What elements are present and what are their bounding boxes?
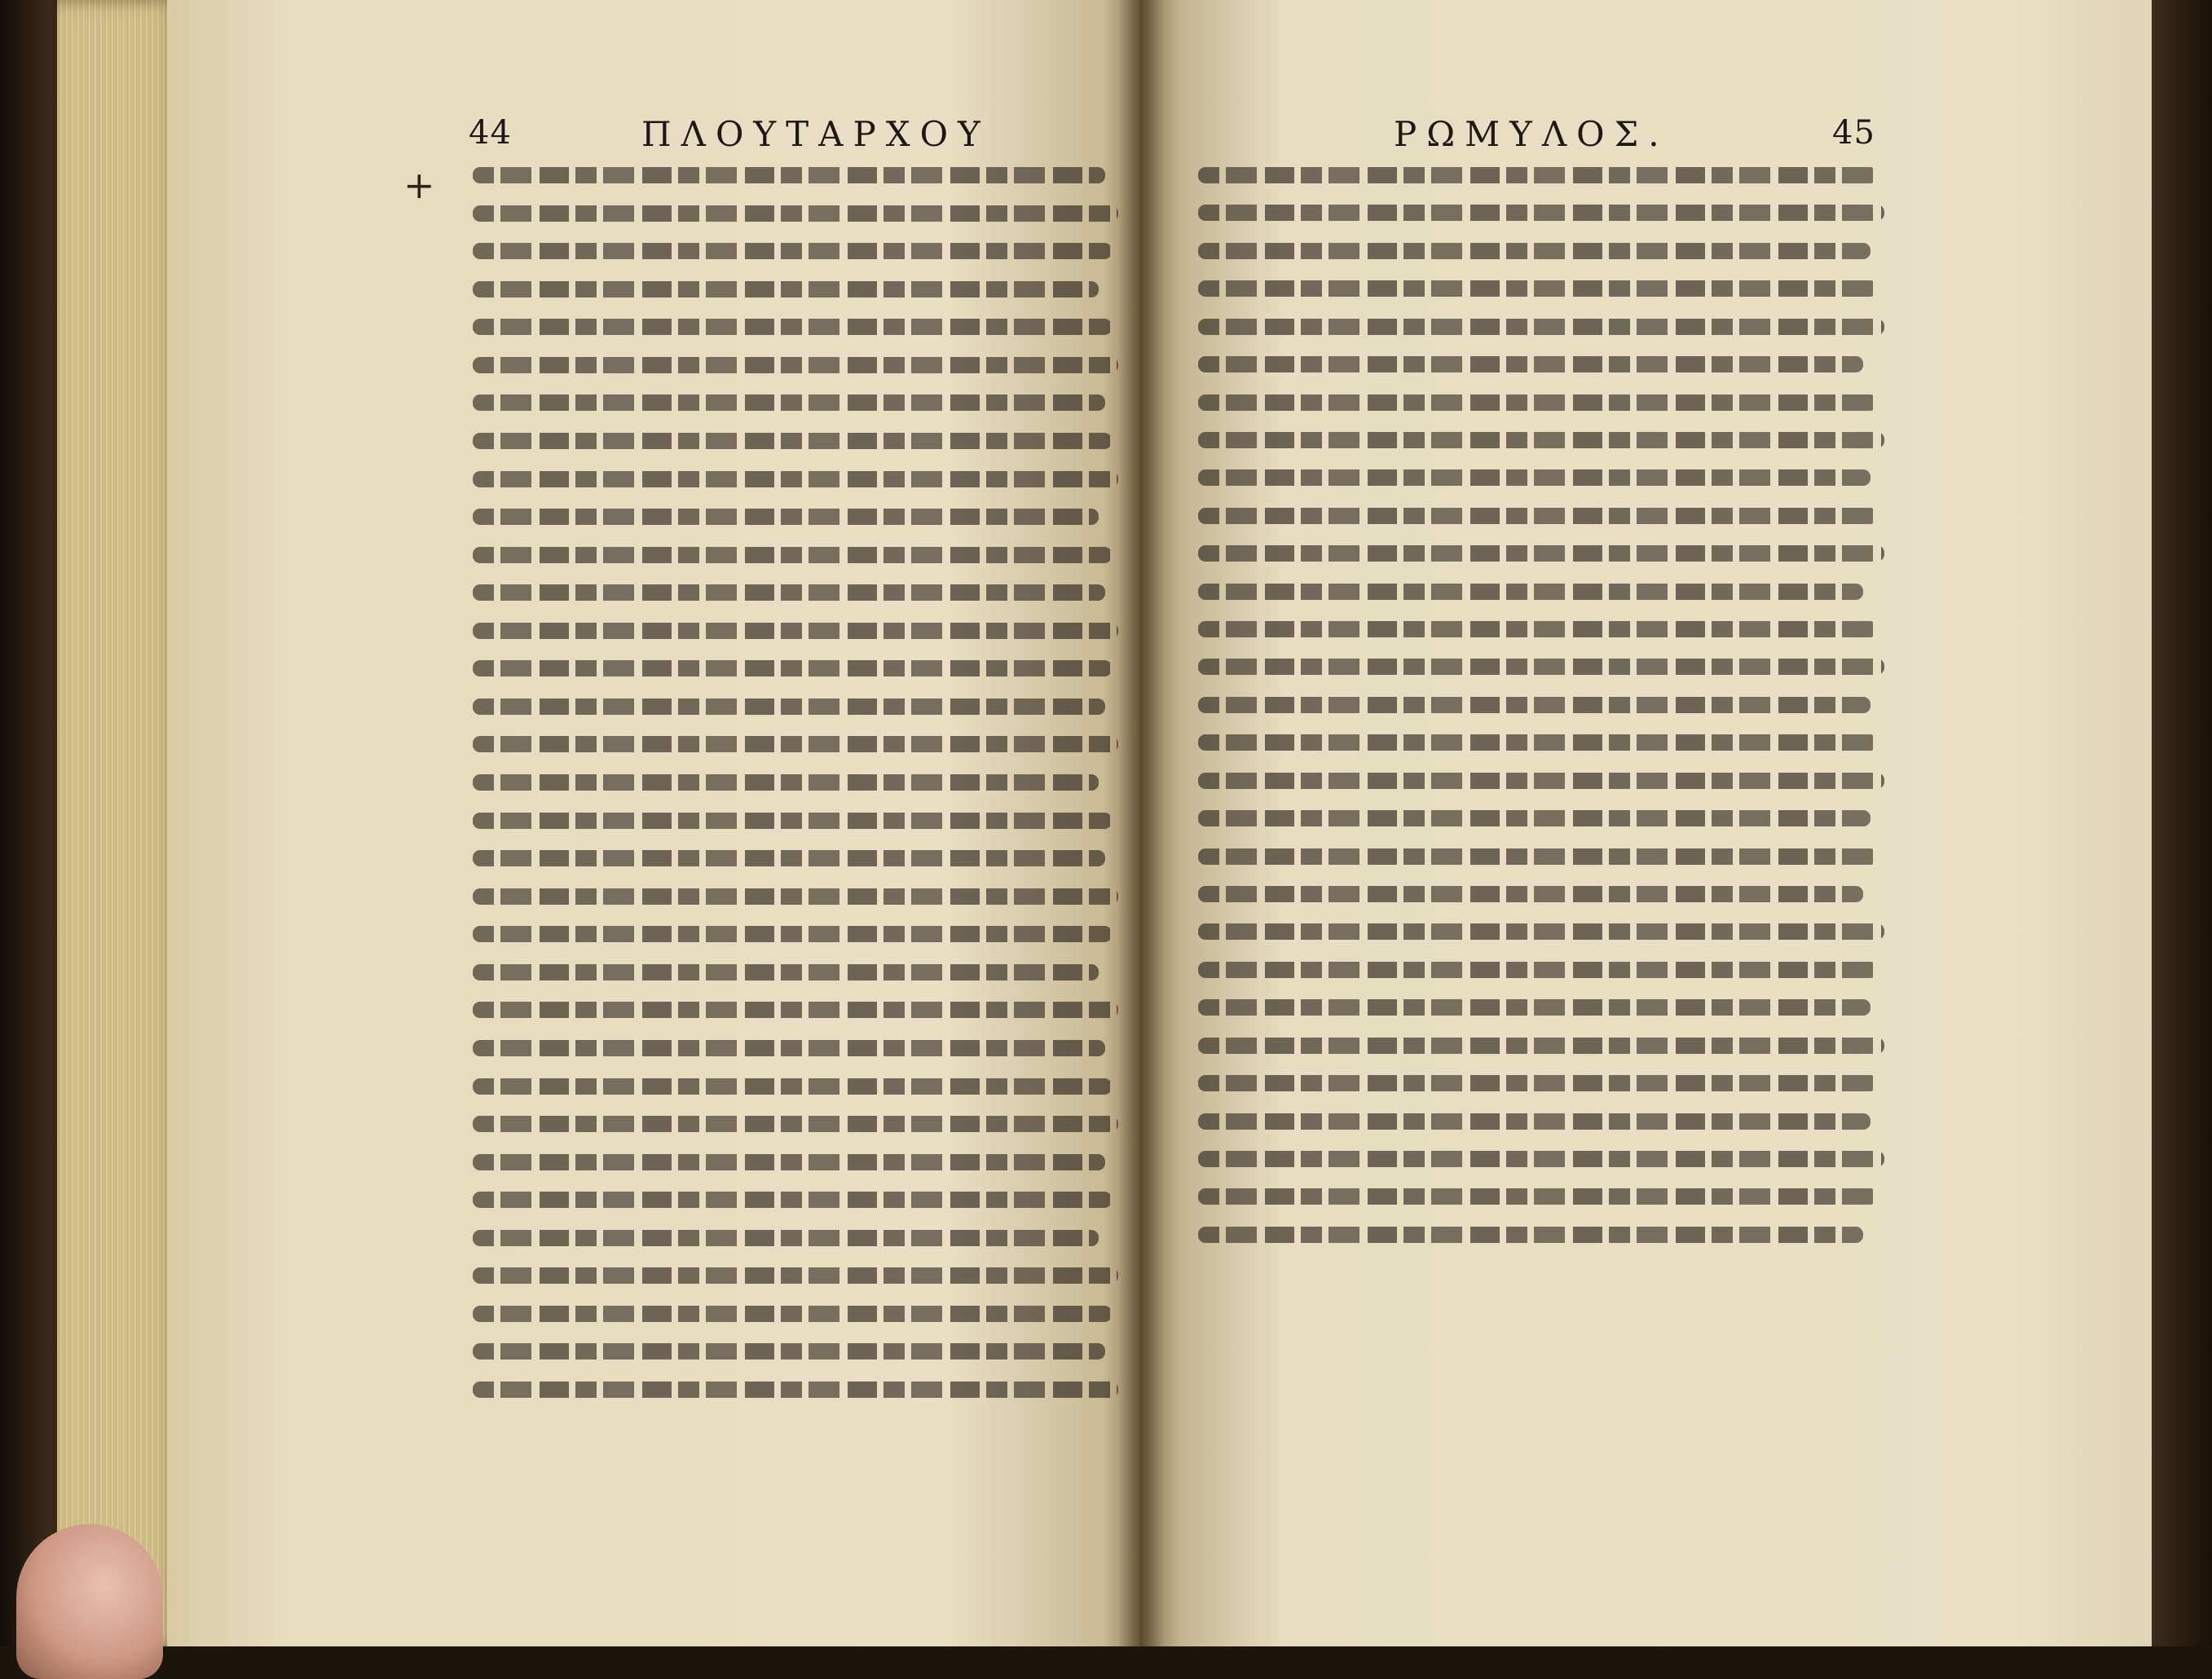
text-line [473,547,1112,563]
page-edges [57,0,179,1646]
text-line [473,319,1112,335]
text-line [473,1230,1099,1246]
text-line [1198,469,1871,486]
text-line [1198,659,1884,675]
text-line [473,281,1099,297]
right-running-head: ΡΩΜΥΛΟΣ. [1394,114,1669,154]
text-line [473,167,1105,183]
left-running-head: ΠΛΟΥΤΑΡΧΟΥ [641,114,990,154]
right-shadow [2152,0,2212,1646]
text-line [473,1267,1118,1284]
text-line [1198,432,1884,448]
text-line [473,623,1118,639]
text-line [473,509,1099,525]
text-line [473,1002,1118,1018]
text-line [473,584,1105,601]
text-line [1198,621,1877,637]
text-line [473,964,1099,981]
text-line [1198,356,1863,372]
text-line [473,813,1112,829]
text-line [1198,734,1877,751]
left-page-number: 44 [469,114,512,152]
book-gutter [1118,0,1164,1646]
text-line [1198,1038,1884,1054]
text-line [1198,205,1884,221]
text-line [473,394,1105,411]
text-line [1198,999,1871,1016]
text-line [473,1192,1112,1208]
text-line [473,1078,1112,1095]
text-line [473,926,1112,942]
text-line [1198,886,1863,902]
text-line [473,1116,1118,1132]
text-line [1198,1188,1877,1205]
text-line [473,698,1105,715]
text-line [1198,545,1884,562]
text-line [473,471,1118,487]
left-body-text [473,167,1125,1398]
text-line [473,774,1099,791]
text-line [1198,584,1863,600]
text-line [1198,773,1884,789]
text-line [1198,394,1877,411]
text-line [473,1343,1105,1360]
text-line [473,850,1105,866]
text-line [1198,280,1877,297]
text-line [1198,697,1871,713]
text-line [473,660,1112,676]
text-line [473,888,1118,905]
text-line [1198,167,1877,183]
text-line [1198,508,1877,524]
right-page [1139,0,2166,1646]
text-line [473,1306,1112,1322]
text-line [1198,319,1884,335]
text-line [473,357,1118,373]
text-line [1198,243,1871,259]
margin-mark: + [403,163,435,207]
text-line [473,205,1118,222]
text-line [1198,810,1871,826]
text-line [1198,1075,1877,1091]
text-line [473,1154,1105,1170]
text-line [1198,962,1877,978]
right-body-text [1198,167,1891,1243]
left-page [167,0,1141,1646]
thumb [16,1524,163,1679]
right-page-number: 45 [1832,114,1875,152]
text-line [1198,923,1884,940]
text-line [473,1040,1105,1056]
text-line [1198,1151,1884,1167]
text-line [1198,1113,1871,1130]
text-line [473,433,1112,449]
text-line [473,736,1118,752]
text-line [1198,1227,1863,1243]
text-line [473,243,1112,259]
text-line [1198,848,1877,865]
text-line [473,1382,1118,1398]
